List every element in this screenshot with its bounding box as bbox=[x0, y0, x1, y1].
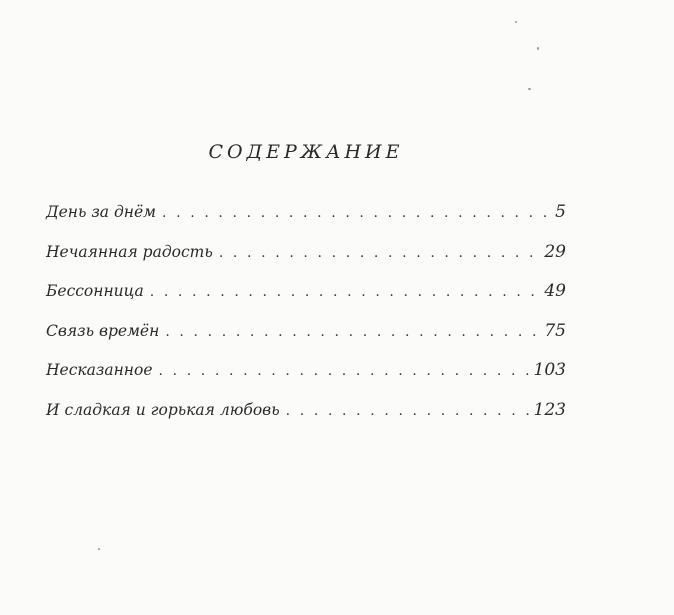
dot-leader bbox=[159, 363, 530, 379]
toc-entry bbox=[46, 242, 566, 282]
toc-entry-page: 103 bbox=[533, 360, 566, 380]
toc-entry bbox=[46, 202, 566, 242]
toc-entry-page: 5 bbox=[555, 202, 566, 222]
toc-entry-title: Связь времён bbox=[46, 321, 160, 340]
page-title: СОДЕРЖАНИЕ bbox=[208, 141, 404, 163]
paper-speck bbox=[528, 88, 531, 90]
table-of-contents bbox=[46, 202, 566, 439]
toc-entry-title: День за днём bbox=[46, 203, 157, 221]
toc-entry bbox=[46, 321, 566, 361]
toc-entry-page: 29 bbox=[544, 241, 566, 262]
toc-entry-title: Нечаянная радость bbox=[46, 242, 213, 261]
dot-leader bbox=[162, 205, 551, 221]
paper-speck bbox=[515, 21, 517, 23]
paper-speck bbox=[537, 47, 539, 50]
toc-entry-page: 75 bbox=[544, 320, 566, 341]
dot-leader bbox=[286, 403, 530, 419]
dot-leader bbox=[219, 245, 541, 261]
toc-entry bbox=[46, 400, 566, 440]
toc-entry-title: Несказанное bbox=[46, 361, 153, 379]
toc-entry bbox=[46, 281, 566, 321]
toc-entry-page: 123 bbox=[533, 399, 566, 420]
toc-entry-title: И сладкая и горькая любовь bbox=[46, 400, 280, 419]
dot-leader bbox=[165, 324, 540, 340]
dot-leader bbox=[150, 284, 541, 300]
toc-entry bbox=[46, 360, 566, 400]
toc-entry-page: 49 bbox=[544, 281, 566, 301]
paper-speck bbox=[98, 548, 100, 550]
toc-entry-title: Бессонница bbox=[46, 282, 144, 300]
